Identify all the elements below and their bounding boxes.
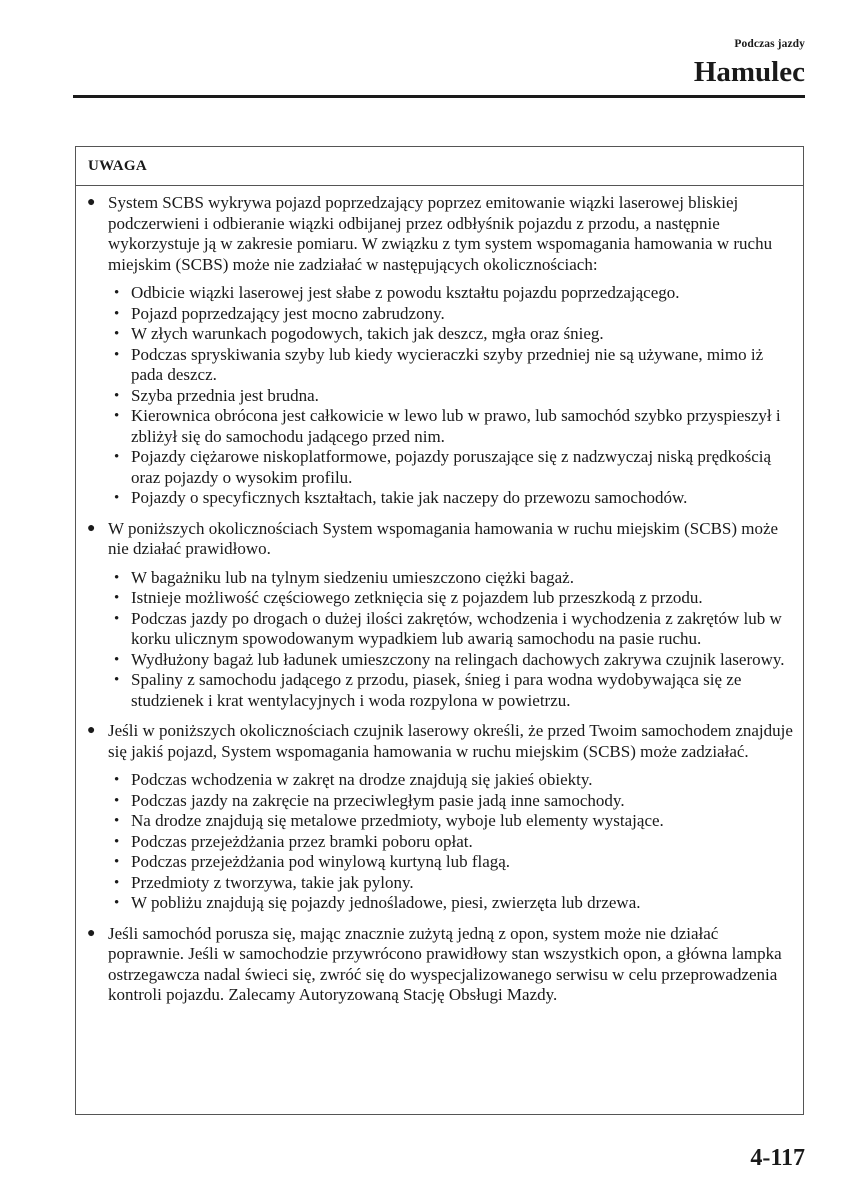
sub-list-item [108, 852, 793, 873]
sub-list-item [108, 609, 793, 650]
sub-list-item-text: Podczas spryskiwania szyby lub kiedy wycieraczki szyby przedniej nie są używane, mimo iż pada deszcz. [131, 344, 764, 384]
bullet-small-icon: • [114, 610, 120, 627]
bullet-small-icon: • [114, 854, 120, 870]
bullet-small-icon: • [114, 833, 120, 850]
bullet-small-icon: • [114, 408, 120, 424]
sub-list-item-text: W złych warunkach pogodowych, takich jak deszcz, mgła oraz śnieg. [131, 324, 604, 343]
bullet-small-icon: • [114, 874, 120, 891]
sub-list-item [108, 588, 793, 609]
sub-list-item [108, 770, 793, 791]
bullet-small-icon: • [114, 895, 120, 911]
sub-list-item [108, 568, 793, 589]
bullet-small-icon: • [114, 792, 120, 809]
bullet-small-icon: • [114, 326, 120, 342]
sub-list-item [108, 873, 793, 894]
notice-item-text: Jeśli samochód porusza się, mając znacznie zużytą jedną z opon, system może nie działać poprawnie. Jeśli w samochodzie przywrócono prawidłowy stan wszystkich opon, a główna lampka ostrzegawcza nadal świeci się, zwróć się do wyspecjalizowanego serwisu w celu przeprowadzenia kontroli pojazdu. Zalecamy Autoryzowaną Stację Obsługi Mazdy. [108, 923, 782, 1004]
page-number: 4-117 [750, 1145, 805, 1171]
bullet-small-icon: • [114, 490, 120, 506]
bullet-small-icon: • [114, 449, 120, 465]
sub-list [108, 283, 793, 509]
sub-list-item-text: Istnieje możliwość częściowego zetknięcia się z pojazdem lub przeszkodą z przodu. [131, 588, 703, 607]
bullet-small-icon: • [114, 305, 120, 322]
sub-list-item-text: Przedmioty z tworzywa, takie jak pylony. [131, 872, 414, 892]
sub-list-item-text: Na drodze znajdują się metalowe przedmioty, wyboje lub elementy wystające. [131, 811, 664, 830]
bullet-small-icon: • [114, 813, 120, 829]
sub-list [108, 568, 793, 712]
sub-list-item-text: Spaliny z samochodu jadącego z przodu, piasek, śnieg i para wodna wydobywająca się ze studzienek i krat wentylacyjnych i woda rozpylona w powietrzu. [131, 670, 742, 710]
sub-list-item-text: Wydłużony bagaż lub ładunek umieszczony na relingach dachowych zakrywa czujnik laserowy. [131, 649, 785, 669]
sub-list-item [108, 304, 793, 325]
notice-item-text: W poniższych okolicznościach System wspomagania hamowania w ruchu miejskim (SCBS) może nie działać prawidłowo. [108, 518, 779, 558]
bullet-dot-icon: ● [87, 195, 96, 210]
sub-list-item [108, 345, 793, 386]
sub-list-item [108, 406, 793, 447]
bullet-dot-icon: ● [87, 723, 96, 738]
sub-list-item [108, 386, 793, 407]
sub-list-item [108, 283, 793, 304]
bullet-dot-icon: ● [87, 520, 96, 536]
section-label: Podczas jazdy [734, 38, 805, 50]
sub-list-item-text: Podczas jazdy na zakręcie na przeciwległym pasie jadą inne samochody. [131, 790, 625, 810]
sub-list-item-text: Podczas przejeżdżania przez bramki poboru opłat. [131, 831, 473, 851]
bullet-small-icon: • [114, 651, 120, 668]
sub-list-item [108, 324, 793, 345]
sub-list-item-text: Kierownica obrócona jest całkowicie w lewo lub w prawo, lub samochód szybko przyspieszył i zbliżył się do samochodu jadącego przed nim. [131, 406, 781, 446]
bullet-small-icon: • [114, 772, 120, 788]
sub-list-item-text: Szyba przednia jest brudna. [131, 385, 319, 405]
sub-list-item-text: W bagażniku lub na tylnym siedzeniu umieszczono ciężki bagaż. [131, 567, 574, 587]
sub-list-item [108, 811, 793, 832]
sub-list-item-text: W pobliżu znajdują się pojazdy jednośladowe, piesi, zwierzęta lub drzewa. [131, 893, 641, 912]
notice-box [75, 146, 804, 1115]
notice-item [76, 924, 793, 1006]
bullet-dot-icon: ● [87, 925, 96, 941]
sub-list-item-text: Podczas jazdy po drogach o dużej ilości zakrętów, wchodzenia i wychodzenia z zakrętów lub w korku ulicznym spowodowanym wypadkiem lub awarią samochodu na pasie ruchu. [131, 608, 782, 648]
sub-list-item [108, 488, 793, 509]
bullet-small-icon: • [114, 590, 120, 606]
sub-list [108, 770, 793, 914]
notice-body [76, 186, 803, 1006]
sub-list-item-text: Podczas wchodzenia w zakręt na drodze znajdują się jakieś obiekty. [131, 770, 593, 789]
bullet-small-icon: • [114, 569, 120, 586]
bullet-small-icon: • [114, 387, 120, 404]
notice-item [76, 721, 793, 914]
notice-item-text: Jeśli w poniższych okolicznościach czujnik laserowy określi, że przed Twoim samochodem znajduje się jakiś pojazd, System wspomagania hamowania w ruchu miejskim (SCBS) może zadziałać. [108, 721, 793, 761]
sub-list-item [108, 670, 793, 711]
bullet-small-icon: • [114, 285, 120, 301]
header-rule [73, 95, 805, 98]
page-title: Hamulec [693, 56, 805, 88]
notice-item-text: System SCBS wykrywa pojazd poprzedzający poprzez emitowanie wiązki laserowej bliskiej podczerwieni i odbieranie wiązki odbijanej przez odbłyśnik pojazdu z przodu, a następnie wykorzystuje ją w zakresie pomiaru. W związku z tym system wspomagania hamowania w ruchu miejskim (SCBS) może nie zadziałać w następujących okolicznościach: [108, 193, 773, 274]
bullet-small-icon: • [114, 672, 120, 688]
sub-list-item-text: Podczas przejeżdżania pod winylową kurtyną lub flagą. [131, 852, 511, 871]
bullet-small-icon: • [114, 346, 120, 363]
sub-list-item [108, 893, 793, 914]
notice-item [76, 193, 793, 509]
notice-item [76, 519, 793, 712]
sub-list-item [108, 447, 793, 488]
sub-list-item [108, 650, 793, 671]
sub-list-item-text: Odbicie wiązki laserowej jest słabe z powodu kształtu pojazdu poprzedzającego. [131, 283, 680, 302]
notice-heading: UWAGA [76, 147, 803, 186]
sub-list-item-text: Pojazd poprzedzający jest mocno zabrudzony. [131, 303, 445, 323]
sub-list-item-text: Pojazdy ciężarowe niskoplatformowe, pojazdy poruszające się z nadzwyczaj niską prędkością oraz pojazdy o wysokim profilu. [131, 447, 772, 487]
sub-list-item [108, 791, 793, 812]
sub-list-item-text: Pojazdy o specyficznych kształtach, takie jak naczepy do przewozu samochodów. [131, 488, 688, 507]
sub-list-item [108, 832, 793, 853]
